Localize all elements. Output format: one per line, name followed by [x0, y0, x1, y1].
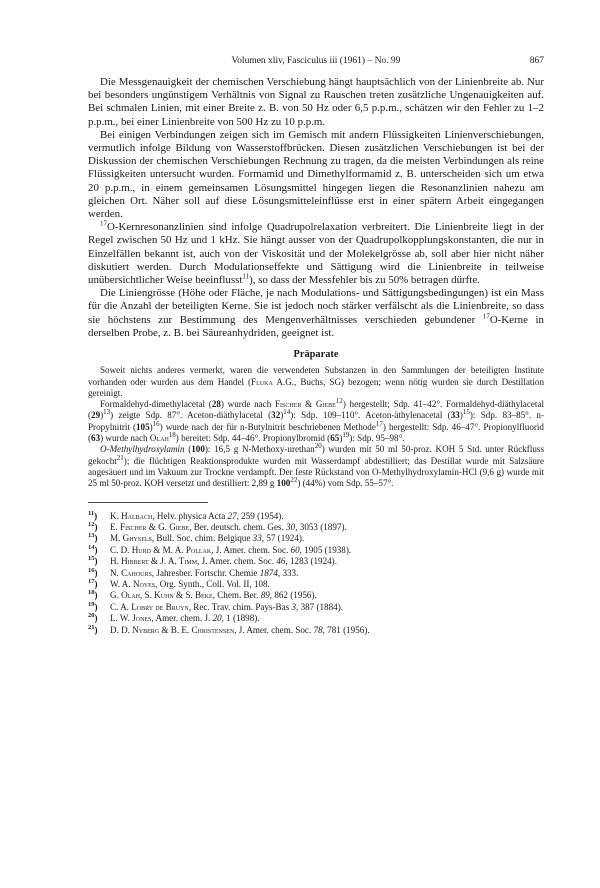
reference-source: , J. Amer. chem. Soc. — [197, 556, 277, 567]
ref-marker: 20 — [314, 442, 322, 451]
reference-number: $^{16}$) — [88, 566, 98, 578]
reference-source: , Amer. chem. J. — [151, 613, 213, 624]
prep-text: ) zeigte Sdp. 87°. Aceton-diäthylacetal ( — [110, 410, 272, 421]
ref-marker: 17 — [375, 419, 383, 428]
compound-number: 29 — [91, 410, 101, 421]
compound-number: 33 — [450, 410, 460, 421]
reference-number: $^{14}$) — [88, 543, 98, 555]
reference-number: $^{11}$) — [88, 509, 98, 521]
reference-volume: 60 — [290, 544, 300, 555]
reference-pages: , 3053 (1897). — [295, 521, 347, 532]
reference-volume: 3 — [291, 601, 297, 612]
reference-item — [88, 613, 544, 624]
reference-volume: 78 — [313, 624, 323, 635]
compound-number: 105 — [136, 421, 150, 432]
prep-text: ) hergestellt; Sdp. 41–42°. Formaldehyd-diäthylacetal ( — [88, 399, 545, 421]
isotope-mass: 17 — [100, 219, 107, 228]
reference-authors: C. A. Lobry de Bruyn — [110, 601, 189, 612]
ref-marker: 18 — [168, 431, 176, 440]
prep-acetals: Formaldehyd-dimethylacetal (28) wurde nach Fischer & Giebe$^{12}$) hergestellt; Sdp. 41–42°. Formaldehyd-diäthylacetal $(29)^{13}$) zeigte Sdp. 87°. Aceton-diäthylacetal $(32)^{14}$): Sdp. 109–110°. Aceton-äthylenacetal $(33)^{15}$): Sdp. 83–85°. n-Propylnitrit $(105)^{16}$) wurde nach der für n-Butylnitrit beschriebenen Methode$^{17}$) hergestellt: Sdp. 46–47°. Propionylfluorid (63) wurde nach Olah$^{18}$) bereitet: Sdp. 44–46°. Propionylbromid $(65)^{19}$): Sdp. 95–98°. — [88, 397, 545, 444]
reference-number: $^{17}$) — [88, 577, 98, 589]
author-name: Olah — [149, 433, 169, 444]
reference-volume: 20 — [212, 613, 222, 624]
reference-source: , Bull. Soc. chim. Belgique — [151, 533, 253, 544]
compound-number: 100 — [276, 478, 291, 489]
prep-text: ): Sdp. 83–85°. n-Propylnitrit ( — [88, 410, 544, 432]
paragraph-text: O-Kernresonanzlinien sind infolge Quadrupolrelaxation verbreitert. Die Linienbreite liegt in der Regel zwischen 50 Hz und 1 kHz. Sie hängt ausser von der Quadrupolkopplungskonstanten, die nur in Einzelfällen bekannt ist, auch von der Viskosität und der Molekelgrösse ab, soll aber hier nicht näher diskutiert werden. Durch Modulationseffekte und Sättigung wird die Linienbreite in teilweise unübersichtlicher Weise beeinflusst — [88, 221, 544, 287]
reference-item — [88, 533, 544, 544]
ref-marker: 16 — [152, 419, 160, 428]
reference-volume: 30 — [286, 521, 296, 532]
prep-text: ); die flüchtigen Reaktionsprodukte wurden mit Wasserdampf abdestilliert; das Destillat wurde mit Salzsäure angesäuert und im Vakuum zur Trockne verdampft. Der feste Rückstand von O-Methylhydroxylamin-HCl (9,6 g) wurde mit 25 ml 50-proz. KOH versetzt und destilliert: 2,89 g — [88, 455, 544, 489]
ref-marker: 14 — [283, 408, 291, 417]
reference-number: $^{20}$) — [88, 612, 98, 624]
reference-authors: C. D. Hurd & M. A. Pollak — [110, 544, 212, 555]
reference-authors: N. Cahours — [110, 567, 152, 578]
compound-number: 63 — [91, 433, 101, 444]
section-title: Präparate — [293, 349, 339, 361]
prep-text: ( — [184, 444, 192, 455]
main-text — [88, 76, 544, 636]
prep-text: Soweit nichts anderes vermerkt, waren die verwendeten Substanzen in den Sammlungen der beteiligten Institute vorhanden oder wurden aus dem Handel ( — [88, 365, 544, 387]
reference-source: , J. Amer. chem. Soc. — [234, 624, 314, 635]
reference-number: $^{15}$) — [88, 555, 98, 567]
reference-volume: 46 — [276, 556, 286, 567]
reference-item — [88, 545, 544, 556]
reference-item — [88, 625, 544, 636]
reference-source: , Org. Synth., Coll. Vol. II, 108. — [155, 578, 270, 589]
reference-volume: 89 — [260, 590, 270, 601]
prep-text: ) wurde nach — [220, 399, 275, 410]
prep-text: ) hergestellt: Sdp. 46–47°. Propionylfluorid ( — [88, 421, 544, 444]
prep-text: ) wurde nach — [100, 433, 150, 444]
reference-source: , Rec. Trav. chim. Pays-Bas — [188, 601, 292, 612]
reference-volume: 1874 — [259, 567, 278, 578]
footnote-divider — [88, 502, 208, 503]
ref-marker: 12 — [335, 397, 343, 406]
reference-item — [88, 590, 544, 601]
reference-volume: 33 — [252, 533, 262, 544]
prep-intro — [88, 365, 544, 399]
isotope-mass: 17 — [482, 312, 490, 321]
prep-text: ) wurde nach der für n-Butylnitrit beschriebenen Methode — [159, 421, 376, 432]
page-number: 867 — [529, 56, 544, 66]
reference-item — [88, 579, 544, 590]
reference-pages: , 259 (1954). — [236, 510, 284, 521]
paragraph-solvent-shifts: Bei einigen Verbindungen zeigen sich im Gemisch mit andern Flüssigkeiten Linienverschiebungen, vermutlich infolge Bildung von Wasserstoffbrücken. Diesen zusätzlichen Verschiebungen ist bei der Diskussion der chemischen Verschiebungen Rechnung zu tragen, da die meisten Verbindungen als reine Flüssigkeiten untersucht wurden. Formamid und Dimethylformamid z. B. unterscheiden sich um etwa 20 p.p.m., in einem gemeinsamen Lösungsmittel hingegen liegen die Resonanzlinien nahezu am gleichen Ort. Näher soll auf diese Lösungsmitteleinflüsse erst in einer spätern Arbeit eingegangen werden. — [88, 128, 544, 221]
reference-list — [88, 511, 544, 636]
paragraph-linewidth — [88, 221, 544, 287]
reference-source: , J. Amer. chem. Soc. — [211, 544, 291, 555]
reference-source: , Jahresber. Fortschr. Chemie — [151, 567, 260, 578]
paragraph-text: O-Kerne in derselben Probe, z. B. bei Säureanhydriden, geeignet ist. — [88, 313, 544, 339]
reference-pages: , 387 (1884). — [296, 601, 343, 612]
prep-methylhydroxylamine — [88, 444, 544, 489]
reference-pages: , 1 (1898). — [221, 613, 260, 624]
compound-number: 28 — [211, 399, 221, 410]
ref-marker: 21 — [116, 453, 124, 462]
ref-marker: 19 — [342, 431, 350, 440]
reference-pages: , 1905 (1938). — [299, 544, 352, 555]
reference-source: , Ber. deutsch. chem. Ges. — [189, 521, 287, 532]
reference-item — [88, 511, 544, 522]
compound-number: 65 — [330, 433, 340, 444]
reference-authors: H. Hibbert & J. A. Timm — [110, 556, 198, 567]
running-header — [88, 54, 544, 68]
reference-number: $^{19}$) — [88, 600, 98, 612]
reference-authors: L. W. Jones — [110, 613, 152, 624]
reference-number: $^{18}$) — [88, 589, 98, 601]
reference-item — [88, 568, 544, 579]
compound-name: O-Methylhydroxylamin — [100, 444, 185, 455]
prep-text: ): 16,5 g N-Methoxy-urethan — [204, 444, 315, 455]
reference-source: , Helv. physica Acta — [152, 510, 228, 521]
compound-number: 32 — [271, 410, 281, 421]
ref-marker: 13 — [103, 408, 111, 417]
reference-pages: , 57 (1924). — [261, 533, 305, 544]
ref-marker: 11 — [242, 272, 250, 281]
reference-source: , Chem. Ber. — [212, 590, 261, 601]
reference-pages: , 862 (1956). — [269, 590, 317, 601]
reference-authors: W. A. Noyes — [110, 578, 156, 589]
prep-text: ): Sdp. 109–110°. Aceton-äthylenacetal ( — [290, 410, 451, 421]
prep-text: ) (44%) vom Sdp. 55–57°. — [297, 478, 394, 489]
paragraph-measurement-accuracy: Die Messgenauigkeit der chemischen Verschiebung hängt hauptsächlich von der Linienbreite ab. Nur bei besonders ungünstigem Verhältnis von Signal zu Rauschen treten zusätzliche Ungenauigkeiten auf. Bei schmalen Linien, mit einer Breite z. B. von 50 Hz oder 6,5 p.p.m., schätzen wir den Fehler zu 1–2 p.p.m., bei einer Linienbreite von 500 Hz zu 10 p.p.m. — [88, 76, 544, 128]
supplier-name: Fluka — [251, 376, 273, 387]
reference-number: $^{21}$) — [88, 623, 98, 635]
prep-text: ): Sdp. 95–98°. — [349, 433, 405, 444]
reference-authors: E. Fischer & G. Giebe — [110, 521, 190, 532]
ref-marker: 22 — [290, 476, 298, 485]
paragraph-line-size — [88, 287, 544, 340]
reference-authors: D. D. Nyberg & B. E. Christensen — [110, 624, 235, 635]
reference-authors: G. Olah, S. Kuhn & S. Beke — [110, 590, 213, 601]
author-name: Fischer & Giebe — [275, 399, 336, 410]
reference-authors: K. Halbach — [110, 510, 153, 521]
compound-number: 100 — [191, 444, 205, 455]
paragraph-text: ), so dass der Messfehler bis zu 50% betragen dürfte. — [249, 274, 480, 287]
reference-number: $^{12}$) — [88, 520, 98, 532]
reference-volume: 27 — [227, 510, 237, 521]
prep-text: ) wurden mit 50 ml 50-proz. KOH 5 Std. unter Rückfluss gekocht — [88, 444, 544, 466]
reference-item — [88, 556, 544, 567]
reference-item — [88, 522, 544, 533]
prep-text: ) bereitet: Sdp. 44–46°. Propionylbromid ( — [175, 433, 331, 444]
ref-marker: 15 — [462, 408, 470, 417]
prep-text: Formaldehyd-dimethylacetal ( — [100, 399, 212, 410]
reference-pages: , 781 (1956). — [322, 624, 370, 635]
preparations-text — [88, 365, 544, 489]
reference-item — [88, 602, 544, 613]
reference-number: $^{13}$) — [88, 532, 98, 544]
paragraph-text: Die Liniengrösse (Höhe oder Fläche, je nach Modulations- und Sättigungsbedingungen) ist ein Mass für die Anzahl der beteiligten Kerne. Sie ist jedoch noch stärker verfälscht als die Linienbreite, so dass sie höchstens zur Bestimmung des Mengenverhältnisses verschieden gebundener — [88, 287, 544, 326]
reference-pages: , 333. — [277, 567, 299, 578]
reference-pages: , 1283 (1924). — [285, 556, 337, 567]
running-title: Volumen xliv, Fasciculus iii (1961) – No. 99 — [231, 56, 401, 66]
prep-text: A.G., Buchs, SG) bezogen; wenn nötig wurden sie durch Destillation gereinigt. — [88, 376, 544, 398]
reference-authors: M. Ghysels — [110, 533, 152, 544]
